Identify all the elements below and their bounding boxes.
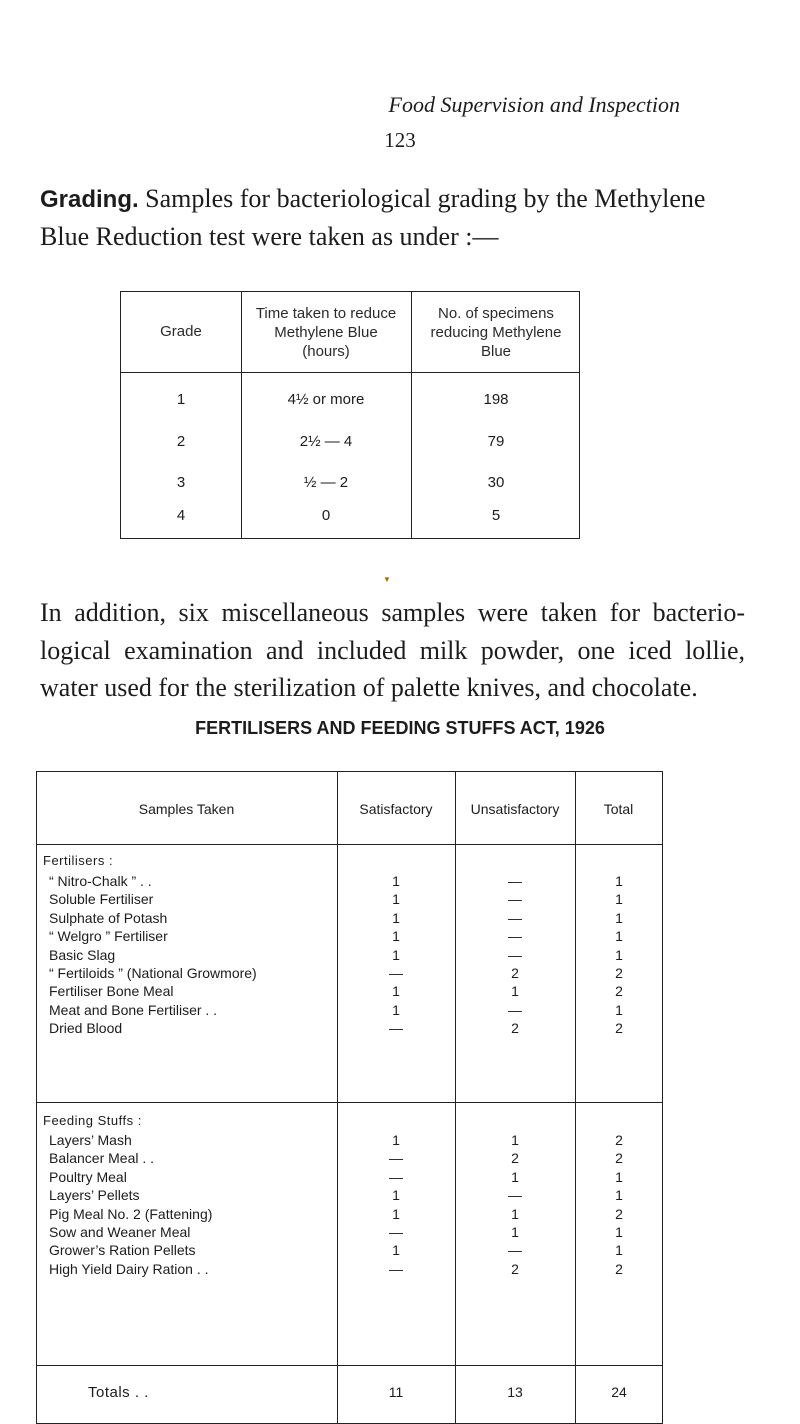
table-row — [36, 965, 663, 983]
totals-unsatisfactory: 13 — [507, 1384, 523, 1400]
unsatisfactory-value: — — [508, 873, 522, 889]
table-header-rule — [36, 844, 663, 845]
sample-name: “ Fertiloids ” (National Growmore) — [49, 965, 257, 981]
satisfactory-value: 1 — [392, 873, 400, 889]
table-row — [36, 891, 663, 909]
total-value: 2 — [615, 1260, 623, 1277]
total-value: 2 — [615, 1020, 623, 1037]
sample-name: Layers’ Pellets — [49, 1187, 140, 1204]
grading-time: 0 — [321, 507, 331, 524]
grading-col-divider — [241, 292, 242, 538]
satisfactory-value: 1 — [392, 983, 400, 1000]
unsatisfactory-value: — — [508, 909, 522, 926]
grading-header-grade: Grade — [160, 323, 202, 340]
table-col-divider — [337, 771, 338, 1423]
unsatisfactory-value: 1 — [511, 1224, 519, 1240]
total-value: 2 — [615, 1205, 623, 1222]
satisfactory-value: — — [389, 1168, 403, 1185]
unsatisfactory-value: 1 — [511, 1132, 519, 1148]
grading-count: 5 — [491, 507, 501, 524]
table-section-rule — [36, 1102, 663, 1103]
sample-name: Sow and Weaner Meal — [49, 1224, 191, 1240]
printer-ornament-mark: ▼ — [383, 575, 391, 584]
table-row — [36, 947, 663, 965]
totals-row — [36, 1384, 663, 1402]
table-row — [36, 910, 663, 928]
total-value: 2 — [615, 1132, 623, 1148]
unsatisfactory-value: — — [508, 928, 522, 945]
sample-name: “ Nitro-Chalk ” . . — [49, 873, 152, 889]
sample-name: “ Welgro ” Fertiliser — [49, 928, 168, 945]
table-col-divider — [36, 771, 37, 1423]
total-value: 1 — [615, 1001, 623, 1018]
grading-time: 2½ — 4 — [299, 433, 353, 450]
satisfactory-value: 1 — [392, 946, 400, 963]
table-top-rule — [36, 771, 663, 772]
unsatisfactory-value: 2 — [511, 1150, 519, 1167]
satisfactory-value: 1 — [392, 1205, 400, 1222]
totals-total: 24 — [611, 1384, 627, 1400]
satisfactory-value: — — [389, 1260, 403, 1277]
sample-name: Grower’s Ration Pellets — [49, 1242, 196, 1259]
grading-grade: 2 — [176, 433, 186, 450]
total-value: 1 — [615, 1168, 623, 1185]
totals-label: Totals . . — [88, 1384, 149, 1401]
grading-table — [120, 291, 580, 539]
sample-name: Poultry Meal — [49, 1168, 127, 1185]
miscellaneous-paragraph: In addition, six miscellaneous samples were taken for bacterio-logical examination and included milk powder, one iced lollie, water used for the sterilization of palette knives, and chocolate. — [40, 598, 745, 702]
table-row — [36, 1261, 663, 1279]
sample-name: Dried Blood — [49, 1020, 123, 1037]
sample-name: High Yield Dairy Ration . . — [49, 1260, 209, 1277]
table-row — [36, 1002, 663, 1020]
satisfactory-value: 1 — [392, 1001, 400, 1018]
col-header-samples: Samples Taken — [138, 801, 235, 817]
table-row — [36, 1150, 663, 1168]
sample-name: Soluble Fertiliser — [49, 891, 154, 908]
sample-name: Balancer Meal . . — [49, 1150, 155, 1167]
table-row — [36, 983, 663, 1001]
grading-lead: Grading. — [40, 186, 139, 213]
unsatisfactory-value: — — [508, 891, 522, 908]
unsatisfactory-value: 2 — [511, 1260, 519, 1277]
col-header-unsatisfactory: Unsatisfactory — [470, 801, 560, 817]
unsatisfactory-value: 1 — [511, 1168, 519, 1185]
table-col-divider — [455, 771, 456, 1423]
total-value: 1 — [615, 1242, 623, 1259]
table-col-divider — [575, 771, 576, 1423]
grading-col-divider — [411, 292, 412, 538]
table-row — [36, 1242, 663, 1260]
table-col-divider — [662, 771, 663, 1423]
satisfactory-value: — — [389, 965, 403, 981]
satisfactory-value: 1 — [392, 909, 400, 926]
table-row — [36, 1020, 663, 1038]
running-head: Food Supervision and Inspection — [388, 92, 680, 117]
unsatisfactory-value: 1 — [511, 983, 519, 1000]
unsatisfactory-value: 2 — [511, 1020, 519, 1037]
table-row — [36, 1224, 663, 1242]
grading-time: 4½ or more — [287, 391, 365, 408]
table-row — [36, 1187, 663, 1205]
col-header-satisfactory: Satisfactory — [359, 801, 433, 817]
total-value: 1 — [615, 1224, 623, 1240]
grading-grade: 1 — [176, 391, 186, 408]
satisfactory-value: 1 — [392, 1242, 400, 1259]
grading-count: 79 — [487, 433, 505, 450]
grading-count: 30 — [487, 474, 505, 491]
total-value: 1 — [615, 946, 623, 963]
unsatisfactory-value: — — [508, 1242, 522, 1259]
section-title-feeding-stuffs: Feeding Stuffs : — [43, 1113, 142, 1128]
unsatisfactory-value: — — [508, 1187, 522, 1204]
total-value: 1 — [615, 928, 623, 945]
col-header-total: Total — [603, 801, 634, 817]
grading-header-time: Time taken to reduce Methylene Blue (hours) — [255, 305, 397, 360]
total-value: 1 — [615, 891, 623, 908]
table-row — [36, 1169, 663, 1187]
satisfactory-value: — — [389, 1020, 403, 1037]
grading-intro-text: Samples for bacteriological grading by the Methylene Blue Reduction test were taken as under :— — [40, 184, 706, 251]
table-row — [36, 1206, 663, 1224]
act-heading: FERTILISERS AND FEEDING STUFFS ACT, 1926 — [195, 718, 605, 738]
satisfactory-value: — — [389, 1150, 403, 1167]
totals-satisfactory: 11 — [388, 1384, 404, 1400]
satisfactory-value: — — [389, 1224, 403, 1240]
table-row — [36, 873, 663, 891]
total-value: 2 — [615, 1150, 623, 1167]
unsatisfactory-value: 2 — [511, 965, 519, 981]
satisfactory-value: 1 — [392, 1132, 400, 1148]
unsatisfactory-value: — — [508, 1001, 522, 1018]
table-totals-rule — [36, 1365, 663, 1366]
grading-grade: 3 — [176, 474, 186, 491]
grading-intro — [40, 180, 740, 255]
sample-name: Sulphate of Potash — [49, 909, 168, 926]
total-value: 2 — [615, 983, 623, 1000]
grading-grade: 4 — [176, 507, 186, 524]
total-value: 1 — [615, 1187, 623, 1204]
table-row — [36, 928, 663, 946]
grading-time: ½ — 2 — [303, 474, 349, 491]
total-value: 1 — [615, 909, 623, 926]
unsatisfactory-value: — — [508, 946, 522, 963]
sample-name: Meat and Bone Fertiliser . . — [49, 1001, 218, 1018]
section-title-fertilisers: Fertilisers : — [43, 853, 114, 868]
grading-header-count: No. of specimens reducing Methylene Blue — [430, 305, 562, 360]
fertilisers-table — [36, 771, 663, 1423]
satisfactory-value: 1 — [392, 1187, 400, 1204]
satisfactory-value: 1 — [392, 891, 400, 908]
table-row — [36, 1132, 663, 1150]
page-number: 123 — [384, 128, 416, 152]
total-value: 2 — [615, 965, 623, 981]
unsatisfactory-value: 1 — [511, 1205, 519, 1222]
sample-name: Fertiliser Bone Meal — [49, 983, 174, 1000]
grading-count: 198 — [483, 391, 509, 408]
total-value: 1 — [615, 873, 623, 889]
sample-name: Basic Slag — [49, 946, 116, 963]
sample-name: Pig Meal No. 2 (Fattening) — [49, 1205, 213, 1222]
sample-name: Layers’ Mash — [49, 1132, 132, 1148]
satisfactory-value: 1 — [392, 928, 400, 945]
